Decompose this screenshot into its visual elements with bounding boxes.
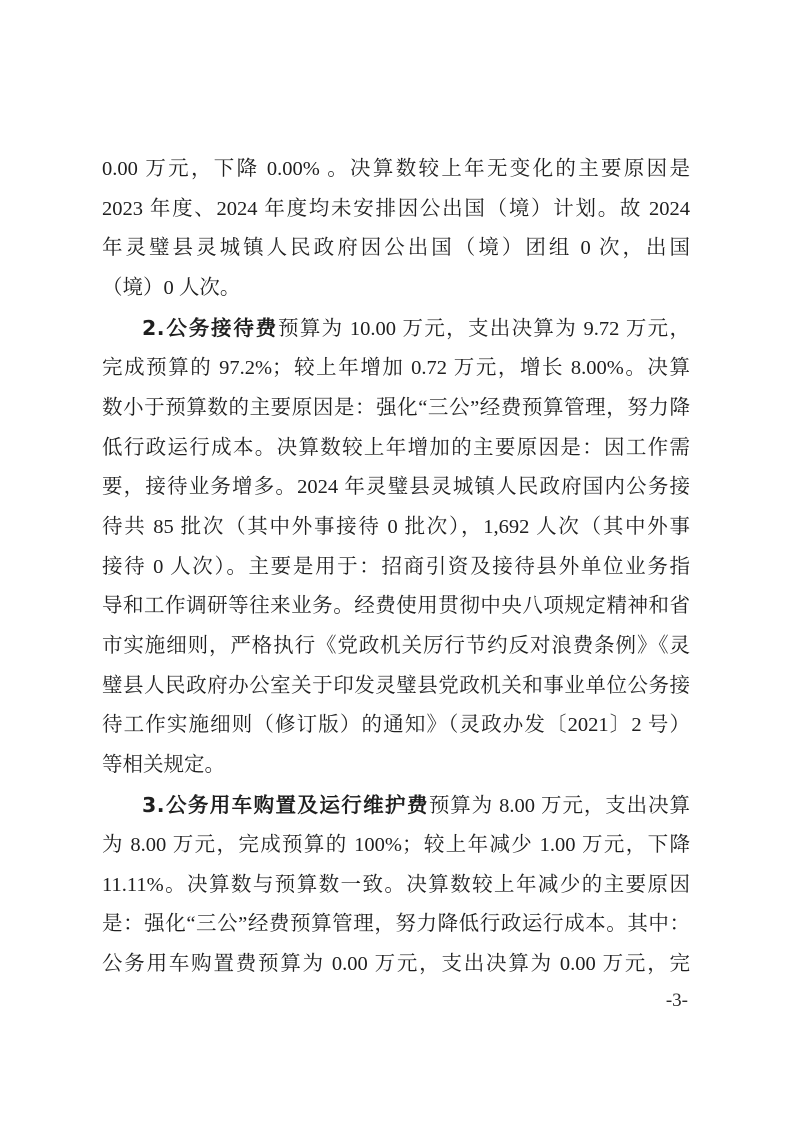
body-text-line: 年灵璧县灵城镇人民政府因公出国（境）团组 0 次，出国 bbox=[102, 237, 690, 260]
body-text-line: 2023 年度、2024 年度均未安排因公出国（境）计划。故 2024 bbox=[102, 197, 690, 220]
body-text-line: 要，接待业务增多。2024 年灵璧县灵城镇人民政府国内公务接 bbox=[102, 476, 690, 499]
body-text-line: 璧县人民政府办公室关于印发灵璧县党政机关和事业单位公务接 bbox=[102, 674, 690, 697]
body-text-line: 市实施细则，严格执行《党政机关厉行节约反对浪费条例》《灵 bbox=[102, 634, 690, 657]
body-text-line: （境）0 人次。 bbox=[102, 276, 241, 299]
body-text-line: 低行政运行成本。决算数较上年增加的主要原因是：因工作需 bbox=[102, 436, 690, 459]
body-text-block bbox=[102, 150, 690, 985]
body-text-line: 接待 0 人次）。主要是用于：招商引资及接待县外单位业务指 bbox=[102, 555, 690, 578]
body-text-line: 为 8.00 万元，完成预算的 100%；较上年减少 1.00 万元，下降 bbox=[102, 834, 690, 857]
line-text: 预算为 8.00 万元，支出决算 bbox=[428, 794, 690, 817]
body-text-line: 是：强化“三公”经费预算管理，努力降低行政运行成本。其中： bbox=[102, 913, 690, 936]
body-text-line bbox=[102, 309, 690, 350]
paragraph-lead-bold: 3.公务用车购置及运行维护费 bbox=[142, 792, 429, 817]
body-text-line: 完成预算的 97.2%；较上年增加 0.72 万元，增长 8.00%。决算 bbox=[102, 357, 690, 380]
page-number: -3- bbox=[665, 990, 688, 1011]
line-text: 预算为 10.00 万元，支出决算为 9.72 万元， bbox=[278, 317, 690, 340]
body-text-line bbox=[102, 786, 690, 827]
body-text-line: 待工作实施细则（修订版）的通知》（灵政办发〔2021〕2 号） bbox=[102, 714, 690, 737]
body-text-line: 11.11%。决算数与预算数一致。决算数较上年减少的主要原因 bbox=[102, 873, 690, 896]
body-text-line: 待共 85 批次（其中外事接待 0 批次），1,692 人次（其中外事 bbox=[102, 515, 690, 538]
body-text-line: 等相关规定。 bbox=[102, 753, 225, 776]
body-text-line: 导和工作调研等往来业务。经费使用贯彻中央八项规定精神和省 bbox=[102, 595, 690, 618]
body-text-line: 数小于预算数的主要原因是：强化“三公”经费预算管理，努力降 bbox=[102, 396, 690, 419]
body-text-line: 0.00 万元，下降 0.00% 。决算数较上年无变化的主要原因是 bbox=[102, 158, 690, 180]
body-text-line: 公务用车购置费预算为 0.00 万元，支出决算为 0.00 万元，完 bbox=[102, 953, 690, 976]
paragraph-lead-bold: 2.公务接待费 bbox=[142, 315, 278, 340]
